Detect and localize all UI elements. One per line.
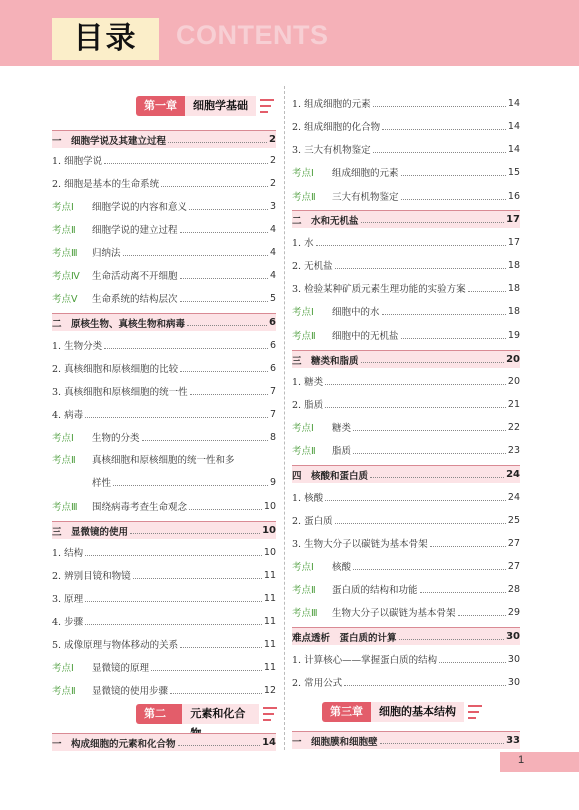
toc-keypoint-entry[interactable] — [292, 188, 520, 204]
toc-entry[interactable] — [292, 651, 520, 667]
chapter-title: 细胞的基本结构 — [371, 702, 464, 722]
entry-page-number: 11 — [263, 615, 276, 627]
toc-keypoint-entry[interactable] — [292, 303, 520, 319]
toc-section-entry[interactable] — [52, 521, 276, 539]
entry-title: 1. 生物分类 — [52, 341, 103, 352]
chapter-heading — [322, 702, 482, 722]
entry-page-number: 33 — [506, 735, 520, 746]
entry-title: 细胞学说的内容和意义 — [92, 202, 188, 213]
entry-title: 组成细胞的元素 — [332, 168, 399, 179]
toc-keypoint-entry[interactable] — [52, 429, 276, 445]
entry-title: 四 核酸和蛋白质 — [292, 470, 369, 482]
entry-page-number: 18 — [507, 282, 520, 294]
toc-keypoint-entry[interactable] — [292, 327, 520, 343]
page-title-english: CONTENTS — [176, 20, 329, 50]
dot-leader — [85, 555, 262, 556]
dot-leader — [180, 301, 268, 302]
entry-page-number: 20 — [507, 375, 520, 387]
entry-title: 蛋白质的结构和功能 — [332, 585, 418, 596]
keypoint-label: 考点Ⅰ — [52, 433, 74, 444]
toc-entry[interactable] — [52, 152, 276, 168]
entry-title: 三大有机物鉴定 — [332, 192, 399, 203]
entry-page-number: 15 — [507, 166, 520, 178]
toc-keypoint-entry[interactable] — [52, 198, 276, 214]
toc-entry[interactable] — [52, 383, 276, 399]
entry-title: 二 原核生物、真核生物和病毒 — [52, 318, 186, 330]
keypoint-label: 考点Ⅳ — [52, 271, 80, 282]
entry-page-number: 14 — [507, 143, 520, 155]
entry-title: 2. 无机盐 — [292, 261, 333, 272]
entry-title: 2. 真核细胞和原核细胞的比较 — [52, 364, 179, 375]
toc-keypoint-entry[interactable] — [292, 164, 520, 180]
toc-keypoint-entry[interactable] — [52, 682, 276, 698]
entry-page-number: 20 — [506, 354, 520, 365]
toc-entry[interactable] — [292, 373, 520, 389]
entry-title: 生命活动离不开细胞 — [92, 271, 178, 282]
entry-page-number: 16 — [507, 190, 520, 202]
dot-leader — [123, 255, 268, 256]
keypoint-label: 考点Ⅰ — [292, 423, 314, 434]
dot-leader — [180, 647, 262, 648]
entry-page-number: 18 — [507, 259, 520, 271]
dot-leader — [382, 314, 506, 315]
entry-title: 生物大分子以碳链为基本骨架 — [332, 608, 456, 619]
entry-page-number: 18 — [507, 305, 520, 317]
toc-keypoint-entry[interactable] — [52, 290, 276, 306]
dot-leader — [168, 142, 267, 143]
chapter-heading — [136, 96, 274, 116]
entry-title: 3. 原理 — [52, 594, 84, 605]
toc-keypoint-entry[interactable] — [52, 451, 276, 467]
entry-title: 一 细胞膜和细胞壁 — [292, 736, 378, 748]
dot-leader — [430, 546, 506, 547]
dot-leader — [373, 106, 506, 107]
dot-leader — [180, 278, 268, 279]
entry-page-number: 2 — [269, 177, 276, 189]
entry-page-number: 6 — [269, 362, 276, 374]
dot-leader — [353, 569, 506, 570]
entry-title: 糖类 — [332, 423, 352, 434]
toc-entry[interactable] — [292, 234, 520, 250]
entry-title: 三 显微镜的使用 — [52, 526, 129, 538]
chapter-title: 元素和化合 — [182, 704, 259, 724]
entry-page-number: 14 — [262, 737, 276, 748]
title-box — [52, 18, 159, 60]
dot-leader — [104, 163, 268, 164]
chapter-decoration-icon — [260, 96, 274, 116]
entry-page-number: 7 — [269, 408, 276, 420]
entry-title: 2. 蛋白质 — [292, 516, 333, 527]
keypoint-label: 考点Ⅴ — [52, 294, 78, 305]
entry-title: 真核细胞和原核细胞的统一性和多 — [92, 455, 235, 466]
toc-entry[interactable] — [52, 613, 276, 629]
entry-page-number: 10 — [263, 546, 276, 558]
dot-leader — [85, 417, 268, 418]
chapter-heading — [136, 704, 276, 724]
dot-leader — [142, 440, 268, 441]
entry-title: 5. 成像原理与物体移动的关系 — [52, 640, 179, 651]
keypoint-label: 考点Ⅰ — [292, 307, 314, 318]
entry-page-number: 11 — [263, 661, 276, 673]
entry-page-number: 3 — [269, 200, 276, 212]
toc-section-entry[interactable] — [292, 210, 520, 228]
toc-keypoint-entry[interactable] — [52, 659, 276, 675]
dot-leader — [380, 743, 505, 744]
toc-entry[interactable] — [292, 280, 520, 296]
toc-entry[interactable] — [292, 118, 520, 134]
toc-entry[interactable] — [292, 674, 520, 690]
dot-leader — [361, 222, 505, 223]
toc-entry[interactable] — [292, 489, 520, 505]
entry-page-number: 11 — [263, 569, 276, 581]
dot-leader — [335, 523, 506, 524]
entry-title: 2. 常用公式 — [292, 678, 343, 689]
entry-page-number: 30 — [507, 653, 520, 665]
toc-section-entry[interactable] — [292, 731, 520, 749]
entry-page-number: 11 — [263, 638, 276, 650]
entry-title: 显微镜的使用步骤 — [92, 686, 169, 697]
entry-title: 细胞中的水 — [332, 307, 380, 318]
toc-entry[interactable] — [292, 535, 520, 551]
toc-section-entry[interactable] — [52, 733, 276, 751]
toc-entry[interactable] — [52, 337, 276, 353]
toc-entry[interactable] — [52, 590, 276, 606]
entry-title: 细胞学说的建立过程 — [92, 225, 178, 236]
keypoint-label: 考点Ⅱ — [292, 192, 316, 203]
toc-keypoint-entry[interactable] — [292, 442, 520, 458]
entry-title: 4. 步骤 — [52, 617, 84, 628]
toc-entry[interactable] — [292, 257, 520, 273]
entry-page-number: 27 — [507, 537, 520, 549]
keypoint-label: 考点Ⅱ — [52, 225, 76, 236]
page-number: 1 — [518, 754, 525, 766]
entry-title: 围绕病毒考查生命观念 — [92, 502, 188, 513]
entry-page-number: 14 — [507, 97, 520, 109]
dot-leader — [151, 670, 262, 671]
dot-leader — [161, 186, 268, 187]
toc-keypoint-entry[interactable] — [292, 581, 520, 597]
toc-keypoint-entry[interactable] — [292, 604, 520, 620]
dot-leader — [189, 209, 268, 210]
entry-page-number: 4 — [269, 223, 276, 235]
dot-leader — [130, 533, 260, 534]
entry-title: 脂质 — [332, 446, 352, 457]
dot-leader — [85, 624, 262, 625]
chapter-number: 第三章 — [322, 702, 371, 722]
toc-section-entry[interactable] — [292, 627, 520, 645]
entry-page-number: 6 — [269, 317, 276, 328]
chapter-number: 第一章 — [136, 96, 185, 116]
entry-title: 生命系统的结构层次 — [92, 294, 178, 305]
keypoint-label: 考点Ⅲ — [52, 502, 78, 513]
entry-title: 2. 脂质 — [292, 400, 324, 411]
dot-leader — [316, 245, 506, 246]
entry-page-number: 17 — [507, 236, 520, 248]
entry-title: 三 糖类和脂质 — [292, 355, 359, 367]
dot-leader — [382, 129, 506, 130]
dot-leader — [361, 362, 505, 363]
entry-page-number: 14 — [507, 120, 520, 132]
toc-entry[interactable] — [292, 95, 520, 111]
dot-leader — [353, 453, 506, 454]
toc-keypoint-entry[interactable] — [52, 244, 276, 260]
entry-title: 2. 辨别目镜和物镜 — [52, 571, 131, 582]
toc-entry-continued[interactable] — [52, 474, 276, 490]
entry-title: 4. 病毒 — [52, 410, 84, 421]
toc-section-entry[interactable] — [52, 130, 276, 148]
toc-section-entry[interactable] — [292, 350, 520, 368]
dot-leader — [325, 407, 506, 408]
toc-entry[interactable] — [52, 175, 276, 191]
keypoint-label: 考点Ⅱ — [292, 585, 316, 596]
entry-page-number: 4 — [269, 269, 276, 281]
dot-leader — [399, 639, 505, 640]
toc-section-entry[interactable] — [52, 313, 276, 331]
entry-page-number: 10 — [263, 500, 276, 512]
entry-page-number: 8 — [269, 431, 276, 443]
entry-title: 3. 三大有机物鉴定 — [292, 145, 371, 156]
dot-leader — [353, 430, 506, 431]
dot-leader — [180, 232, 268, 233]
entry-page-number: 11 — [263, 592, 276, 604]
chapter-decoration-icon — [263, 704, 276, 724]
entry-page-number: 24 — [507, 491, 520, 503]
dot-leader — [104, 348, 268, 349]
entry-page-number: 22 — [507, 421, 520, 433]
entry-title: 1. 糖类 — [292, 377, 324, 388]
entry-title: 1. 细胞学说 — [52, 156, 103, 167]
keypoint-label: 考点Ⅰ — [52, 202, 74, 213]
entry-title: 3. 生物大分子以碳链为基本骨架 — [292, 539, 428, 550]
dot-leader — [468, 291, 506, 292]
dot-leader — [189, 509, 262, 510]
toc-keypoint-entry[interactable] — [52, 221, 276, 237]
dot-leader — [373, 152, 506, 153]
entry-title: 二 水和无机盐 — [292, 215, 359, 227]
dot-leader — [325, 384, 506, 385]
entry-page-number: 6 — [269, 339, 276, 351]
entry-page-number: 29 — [507, 606, 520, 618]
entry-title: 3. 真核细胞和原核细胞的统一性 — [52, 387, 188, 398]
dot-leader — [178, 745, 261, 746]
entry-page-number: 5 — [269, 292, 276, 304]
dot-leader — [439, 662, 506, 663]
toc-keypoint-entry[interactable] — [292, 558, 520, 574]
entry-title: 细胞中的无机盐 — [332, 331, 399, 342]
header-band — [0, 0, 579, 66]
dot-leader — [401, 175, 506, 176]
page-number-tab — [500, 752, 579, 772]
entry-title: 生物的分类 — [92, 433, 140, 444]
entry-title: 1. 计算核心——掌握蛋白质的结构 — [292, 655, 438, 666]
dot-leader — [401, 199, 506, 200]
entry-page-number: 2 — [269, 154, 276, 166]
keypoint-label: 考点Ⅱ — [52, 455, 76, 466]
entry-page-number: 30 — [507, 676, 520, 688]
keypoint-label: 考点Ⅰ — [292, 562, 314, 573]
dot-leader — [458, 615, 506, 616]
entry-page-number: 21 — [507, 398, 520, 410]
entry-page-number: 25 — [507, 514, 520, 526]
dot-leader — [344, 685, 506, 686]
entry-page-number: 23 — [507, 444, 520, 456]
entry-title: 一 构成细胞的元素和化合物 — [52, 738, 176, 750]
entry-page-number: 27 — [507, 560, 520, 572]
entry-title: 核酸 — [332, 562, 352, 573]
dot-leader — [335, 268, 506, 269]
dot-leader — [180, 371, 268, 372]
entry-page-number: 17 — [506, 214, 520, 225]
chapter-number: 第二 — [136, 704, 182, 724]
entry-title: 2. 组成细胞的化合物 — [292, 122, 381, 133]
keypoint-label: 考点Ⅱ — [52, 686, 76, 697]
entry-page-number: 19 — [507, 329, 520, 341]
toc-keypoint-entry[interactable] — [292, 419, 520, 435]
toc-entry[interactable] — [52, 567, 276, 583]
entry-page-number: 10 — [262, 525, 276, 536]
keypoint-label: 考点Ⅱ — [292, 331, 316, 342]
entry-title: 归纳法 — [92, 248, 121, 259]
toc-entry[interactable] — [52, 406, 276, 422]
dot-leader — [370, 477, 504, 478]
entry-title: 1. 组成细胞的元素 — [292, 99, 371, 110]
keypoint-label: 考点Ⅲ — [292, 608, 318, 619]
entry-title: 一 细胞学说及其建立过程 — [52, 135, 167, 147]
dot-leader — [170, 693, 262, 694]
dot-leader — [420, 592, 506, 593]
chapter-title: 细胞学基础 — [185, 96, 256, 116]
toc-section-entry[interactable] — [292, 465, 520, 483]
entry-title: 样性 — [92, 478, 112, 489]
toc-entry[interactable] — [292, 512, 520, 528]
entry-title: 2. 细胞是基本的生命系统 — [52, 179, 160, 190]
entry-title: 显微镜的原理 — [92, 663, 150, 674]
dot-leader — [190, 394, 268, 395]
toc-entry[interactable] — [292, 396, 520, 412]
entry-page-number: 28 — [507, 583, 520, 595]
dot-leader — [85, 601, 262, 602]
entry-page-number: 9 — [269, 476, 276, 488]
toc-keypoint-entry[interactable] — [52, 498, 276, 514]
entry-page-number: 4 — [269, 246, 276, 258]
entry-page-number: 30 — [506, 631, 520, 642]
keypoint-label: 考点Ⅲ — [52, 248, 78, 259]
toc-entry[interactable] — [52, 636, 276, 652]
dot-leader — [133, 578, 262, 579]
column-divider — [284, 86, 285, 750]
entry-title: 难点透析 蛋白质的计算 — [292, 632, 397, 644]
dot-leader — [113, 485, 268, 486]
entry-title: 3. 检验某种矿质元素生理功能的实验方案 — [292, 284, 466, 295]
entry-title: 1. 水 — [292, 238, 314, 249]
entry-title: 1. 核酸 — [292, 493, 324, 504]
entry-page-number: 7 — [269, 385, 276, 397]
keypoint-label: 考点Ⅰ — [292, 168, 314, 179]
keypoint-label: 考点Ⅰ — [52, 663, 74, 674]
dot-leader — [187, 325, 267, 326]
entry-page-number: 24 — [506, 469, 520, 480]
toc-keypoint-entry[interactable] — [52, 267, 276, 283]
entry-title: 1. 结构 — [52, 548, 84, 559]
entry-page-number: 2 — [269, 134, 276, 145]
chapter-decoration-icon — [468, 702, 482, 722]
toc-entry[interactable] — [52, 360, 276, 376]
dot-leader — [325, 500, 506, 501]
dot-leader — [401, 338, 506, 339]
toc-entry[interactable] — [52, 544, 276, 560]
page-title: 目录 — [73, 21, 138, 56]
toc-entry[interactable] — [292, 141, 520, 157]
keypoint-label: 考点Ⅱ — [292, 446, 316, 457]
entry-page-number: 12 — [263, 684, 276, 696]
